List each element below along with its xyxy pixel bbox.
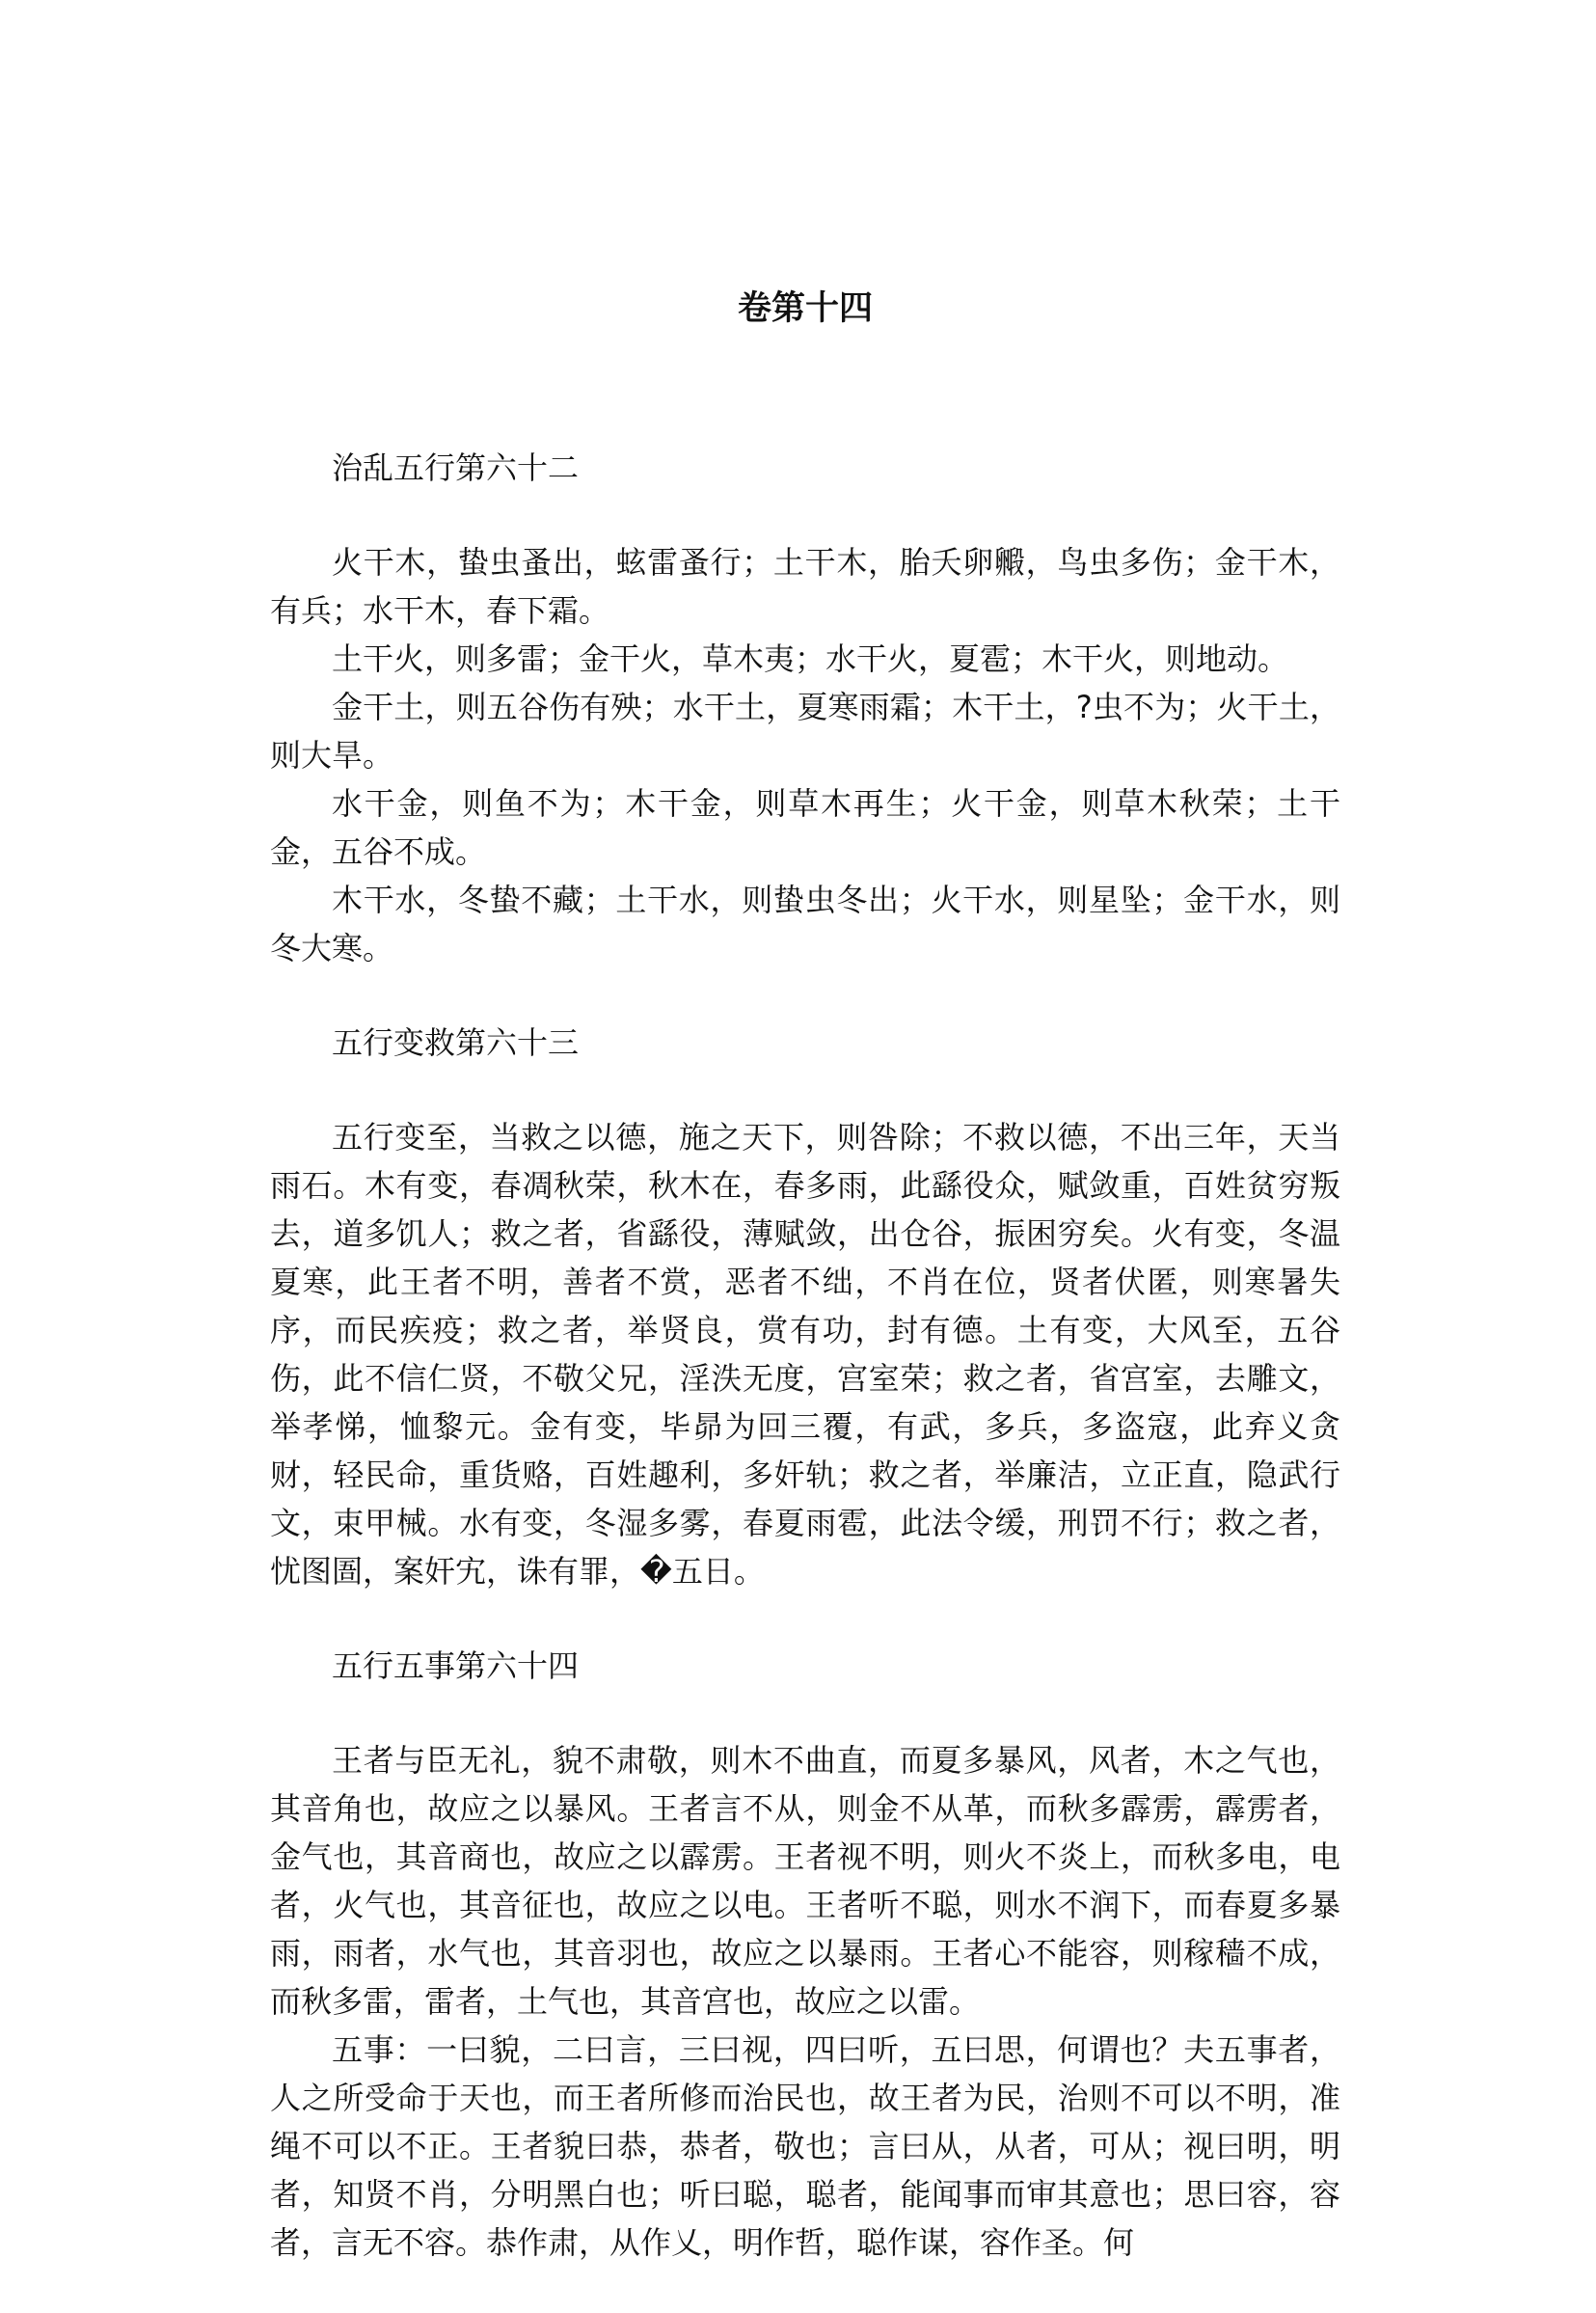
section-64	[270, 1642, 1340, 2267]
paragraph: 五事：一曰貌，二曰言，三曰视，四曰听，五曰思，何谓也？夫五事者，人之所受命于天也，而王者所修而治民也，故王者为民，治则不可以不明，准绳不可以不正。王者貌曰恭，恭者，敬也；言曰从，从者，可从；视曰明，明者，知贤不肖，分明黑白也；听曰聪，聪者，能闻事而审其意也；思曰容，容者，言无不容。恭作肃，从作乂，明作哲，聪作谋，容作圣。何	[270, 2031, 1340, 2261]
paragraph: 火干木，蛰虫蚤出，蚿雷蚤行；土干木，胎夭卵毈，鸟虫多伤；金干木，有兵；水干木，春下霜。	[270, 544, 1340, 629]
paragraph: 王者与臣无礼，貌不肃敬，则木不曲直，而夏多暴风，风者，木之气也，其音角也，故应之以暴风。王者言不从，则金不从革，而秋多霹雳，霹雳者，金气也，其音商也，故应之以霹雳。王者视不明，则火不炎上，而秋多电，电者，火气也，其音征也，故应之以电。王者听不聪，则水不润下，而春夏多暴雨，雨者，水气也，其音羽也，故应之以暴雨。王者心不能容，则稼穑不成，而秋多雷，雷者，土气也，其音宫也，故应之以雷。	[270, 1742, 1340, 2020]
chapter-title: 卷第十四	[737, 289, 873, 328]
section-heading: 五行变救第六十三	[332, 1024, 580, 1061]
document-page	[270, 285, 1340, 2313]
paragraph: 五行变至，当救之以德，施之天下，则咎除；不救以德，不出三年，天当雨石。木有变，春凋秋荣，秋木在，春多雨，此繇役众，赋敛重，百姓贫穷叛去，道多饥人；救之者，省繇役，薄赋敛，出仓谷，振困穷矣。火有变，冬温夏寒，此王者不明，善者不赏，恶者不绌，不肖在位，贤者伏匿，则寒暑失序，而民疾疫；救之者，举贤良，赏有功，封有德。土有变，大风至，五谷伤，此不信仁贤，不敬父兄，淫泆无度，宫室荣；救之者，省宫室，去雕文，举孝悌，恤黎元。金有变，毕昴为回三覆，有武，多兵，多盗寇，此弃义贪财，轻民命，重货赂，百姓趣利，多奸轨；救之者，举廉洁，立正直，隐武行文，束甲械。水有变，冬湿多雾，春夏雨雹，此法令缓，刑罚不行；救之者，忧图圄，案奸宄，诛有罪，�五日。	[270, 1119, 1340, 1590]
paragraph: 金干土，则五谷伤有殃；水干土，夏寒雨霜；木干土，?虫不为；火干土，则大旱。	[270, 689, 1340, 774]
paragraph: 水干金，则鱼不为；木干金，则草木再生；火干金，则草木秋荣；土干金，五谷不成。	[270, 785, 1340, 870]
section-heading: 五行五事第六十四	[332, 1647, 580, 1684]
section-heading: 治乱五行第六十二	[332, 449, 580, 486]
paragraph: 木干水，冬蛰不藏；土干水，则蛰虫冬出；火干水，则星坠；金干水，则冬大寒。	[270, 882, 1340, 966]
paragraph: 土干火，则多雷；金干火，草木夷；水干火，夏雹；木干火，则地动。	[332, 640, 1289, 677]
section-62	[270, 444, 1340, 972]
section-63	[270, 1019, 1340, 1595]
